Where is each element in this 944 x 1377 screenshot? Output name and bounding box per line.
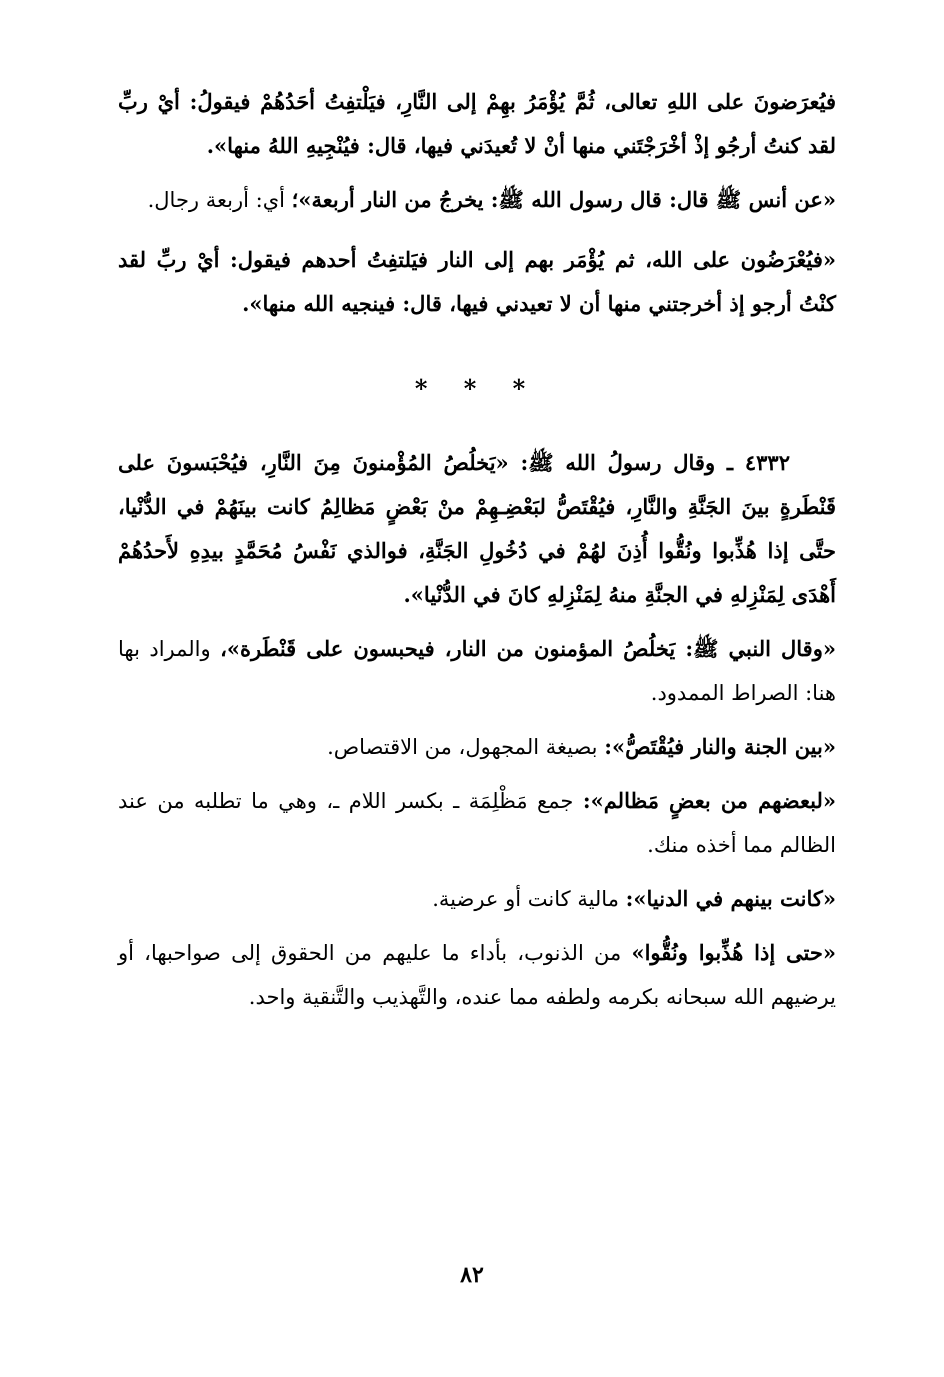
commentary-4: [118, 877, 836, 921]
commentary-1: [118, 627, 836, 715]
commentary-5-quote: «حتى إذا هُذِّبوا ونُقُّوا»: [631, 940, 836, 965]
commentary-5-text: من الذنوب، بأداء ما عليهم من الحقوق إلى صواحبها، أو يرضيهم الله سبحانه بكرمه ولطفه مما عنده، والتَّهذيب والتَّنقية واحد.: [118, 941, 836, 1009]
paragraph-3: [118, 238, 836, 326]
paragraph-2-text: أي: أربعة رجال.: [147, 188, 292, 212]
hadith-4332-text: ٤٣٣٢ ـ وقال رسولُ الله ﷺ: «يَخلُصُ المُؤْمنونَ مِنَ النَّارِ، فيُحْبَسونَ على قَنْطَرةٍ بينَ الجَنَّةِ والنَّارِ، فيُقْتَصُّ لبَعْضِـهِمْ منْ بَعْضٍ مَظالِمُ كانت بينَهُمْ في الدُّنْيا، حتَّى إذا هُذِّبوا ونُقُّوا أُذِنَ لهُمْ في دُخُولِ الجَنَّةِ، فوالذي نَفْسُ مُحَمَّدٍ بيدِهِ لأَحدُهُمْ أَهْدَى لِمَنْزِلهِ في الجنَّةِ منهُ لِمَنْزِلهِ كانَ في الدُّنْيا».: [118, 450, 836, 607]
section-separator: * * *: [414, 374, 540, 403]
page-body: [118, 80, 836, 1019]
page-number: ٨٢: [460, 1262, 484, 1288]
paragraph-3-text: «فيُعْرَضُون على الله، ثم يُؤْمَر بهم إلى النار فيَلتفِتُ أحدهم فيقول: أيْ ربِّ لقد كنْتُ أرجو إذ أخرجتني منها أن لا تعيدني فيها، قال: فينجيه الله منها».: [118, 247, 836, 316]
paragraph-1: [118, 80, 836, 168]
commentary-4-quote: «كانت بينهم في الدنيا»:: [625, 886, 836, 911]
commentary-2-quote: «بين الجنة والنار فيُقْتَصُّ»:: [604, 734, 836, 759]
commentary-3-quote: «لبعضهم من بعضٍ مَظالم»:: [582, 788, 836, 813]
commentary-3-text: جمع مَظْلِمَة ـ بكسر اللام ـ، وهي ما تطلبه من عند الظالم مما أخذه منك.: [118, 789, 836, 857]
paragraph-2: [118, 178, 836, 222]
hadith-4332: [118, 441, 836, 617]
commentary-5: [118, 931, 836, 1019]
commentary-1-text: والمراد بها هنا: الصراط الممدود.: [118, 637, 836, 705]
commentary-4-text: مالية كانت أو عرضية.: [432, 887, 626, 911]
paragraph-2-quote: «عن أنس ﷺ قال: قال رسول الله ﷺ: يخرجُ من النار أربعة»؛: [291, 187, 836, 212]
commentary-3: [118, 779, 836, 867]
commentary-2-text: بصيغة المجهول، من الاقتصاص.: [327, 735, 605, 759]
commentary-1-quote: «وقال النبي ﷺ: يَخلُصُ المؤمنون من النار، فيحبسون على قَنْطَرة»،: [220, 636, 836, 661]
commentary-2: [118, 725, 836, 769]
paragraph-1-text: فيُعرَضونَ على اللهِ تعالى، ثُمَّ يُؤْمَرُ بهِمْ إلى النَّارِ، فيَلْتفِتُ أحَدُهُمْ فيقولُ: أيْ ربِّ لقد كنتُ أرجُو إذْ أخْرَجْتَني منها أنْ لا تُعيدَني فيها، قال: فيُنْجِيهِ اللهُ منها».: [118, 89, 836, 158]
